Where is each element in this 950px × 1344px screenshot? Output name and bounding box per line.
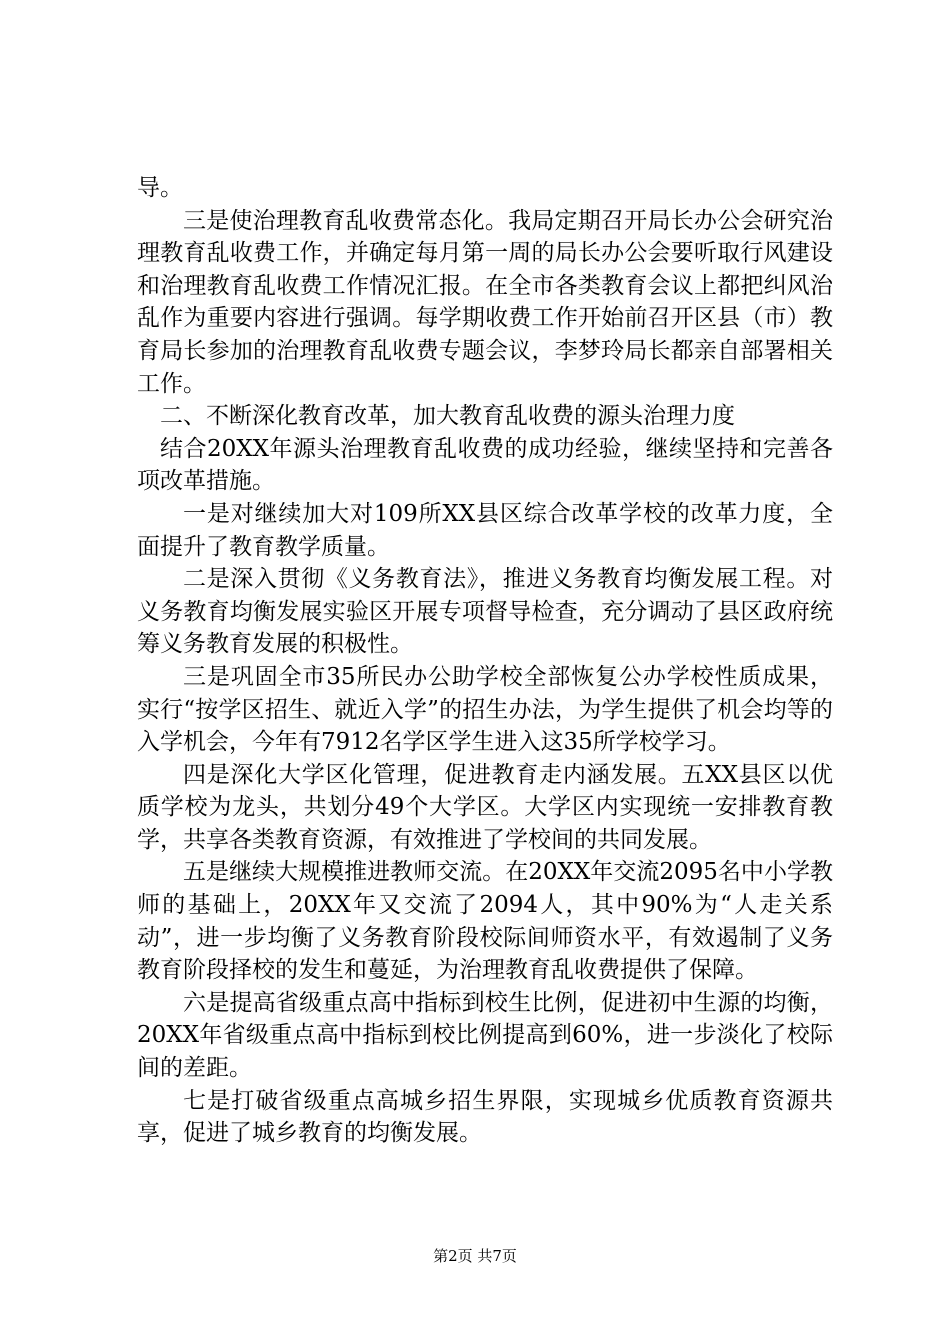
paragraph: 三是巩固全市35所民办公助学校全部恢复公办学校性质成果，实行“按学区招生、就近入学”的招生办法，为学生提供了机会均等的入学机会，今年有7912名学区学生进入这35所学校学习。 <box>137 663 833 756</box>
paragraph: 三是使治理教育乱收费常态化。我局定期召开局长办公会研究治理教育乱收费工作，并确定每月第一周的局长办公会要听取行风建设和治理教育乱收费工作情况汇报。在全市各类教育会议上都把纠风治乱作为重要内容进行强调。每学期收费工作开始前召开区县（市）教育局长参加的治理教育乱收费专题会议，李梦玲局长都亲自部署相关工作。 <box>137 207 833 397</box>
section-heading: 二、不断深化教育改革，加大教育乱收费的源头治理力度 <box>160 403 735 430</box>
page-number-footer: 第2页 共7页 <box>433 1247 517 1265</box>
paragraph: 一是对继续加大对109所XX县区综合改革学校的改革力度，全面提升了教育教学质量。 <box>137 500 833 560</box>
paragraph: 四是深化大学区化管理，促进教育走内涵发展。五XX县区以优质学校为龙头，共划分49个大学区。大学区内实现统一安排教育教学，共享各类教育资源，有效推进了学校间的共同发展。 <box>137 761 833 853</box>
paragraph: 七是打破省级重点高城乡招生界限，实现城乡优质教育资源共享，促进了城乡教育的均衡发展。 <box>137 1087 833 1147</box>
paragraph: 结合20XX年源头治理教育乱收费的成功经验，继续坚持和完善各项改革措施。 <box>137 435 833 495</box>
paragraph: 五是继续大规模推进教师交流。在20XX年交流2095名中小学教师的基础上，20XX年又交流了2094人，其中90%为“人走关系动”，进一步均衡了义务教育阶段校际间师资水平，有效遏制了义务教育阶段择校的发生和蔓延，为治理教育乱收费提供了保障。 <box>137 859 833 984</box>
document-body <box>137 172 833 1150</box>
paragraph: 六是提高省级重点高中指标到校生比例，促进初中生源的均衡，20XX年省级重点高中指标到校比例提高到60%，进一步淡化了校际间的差距。 <box>137 989 833 1082</box>
paragraph: 二是深入贯彻《义务教育法》，推进义务教育均衡发展工程。对义务教育均衡发展实验区开展专项督导检查，充分调动了县区政府统筹义务教育发展的积极性。 <box>137 566 833 658</box>
paragraph: 导。 <box>137 175 183 201</box>
